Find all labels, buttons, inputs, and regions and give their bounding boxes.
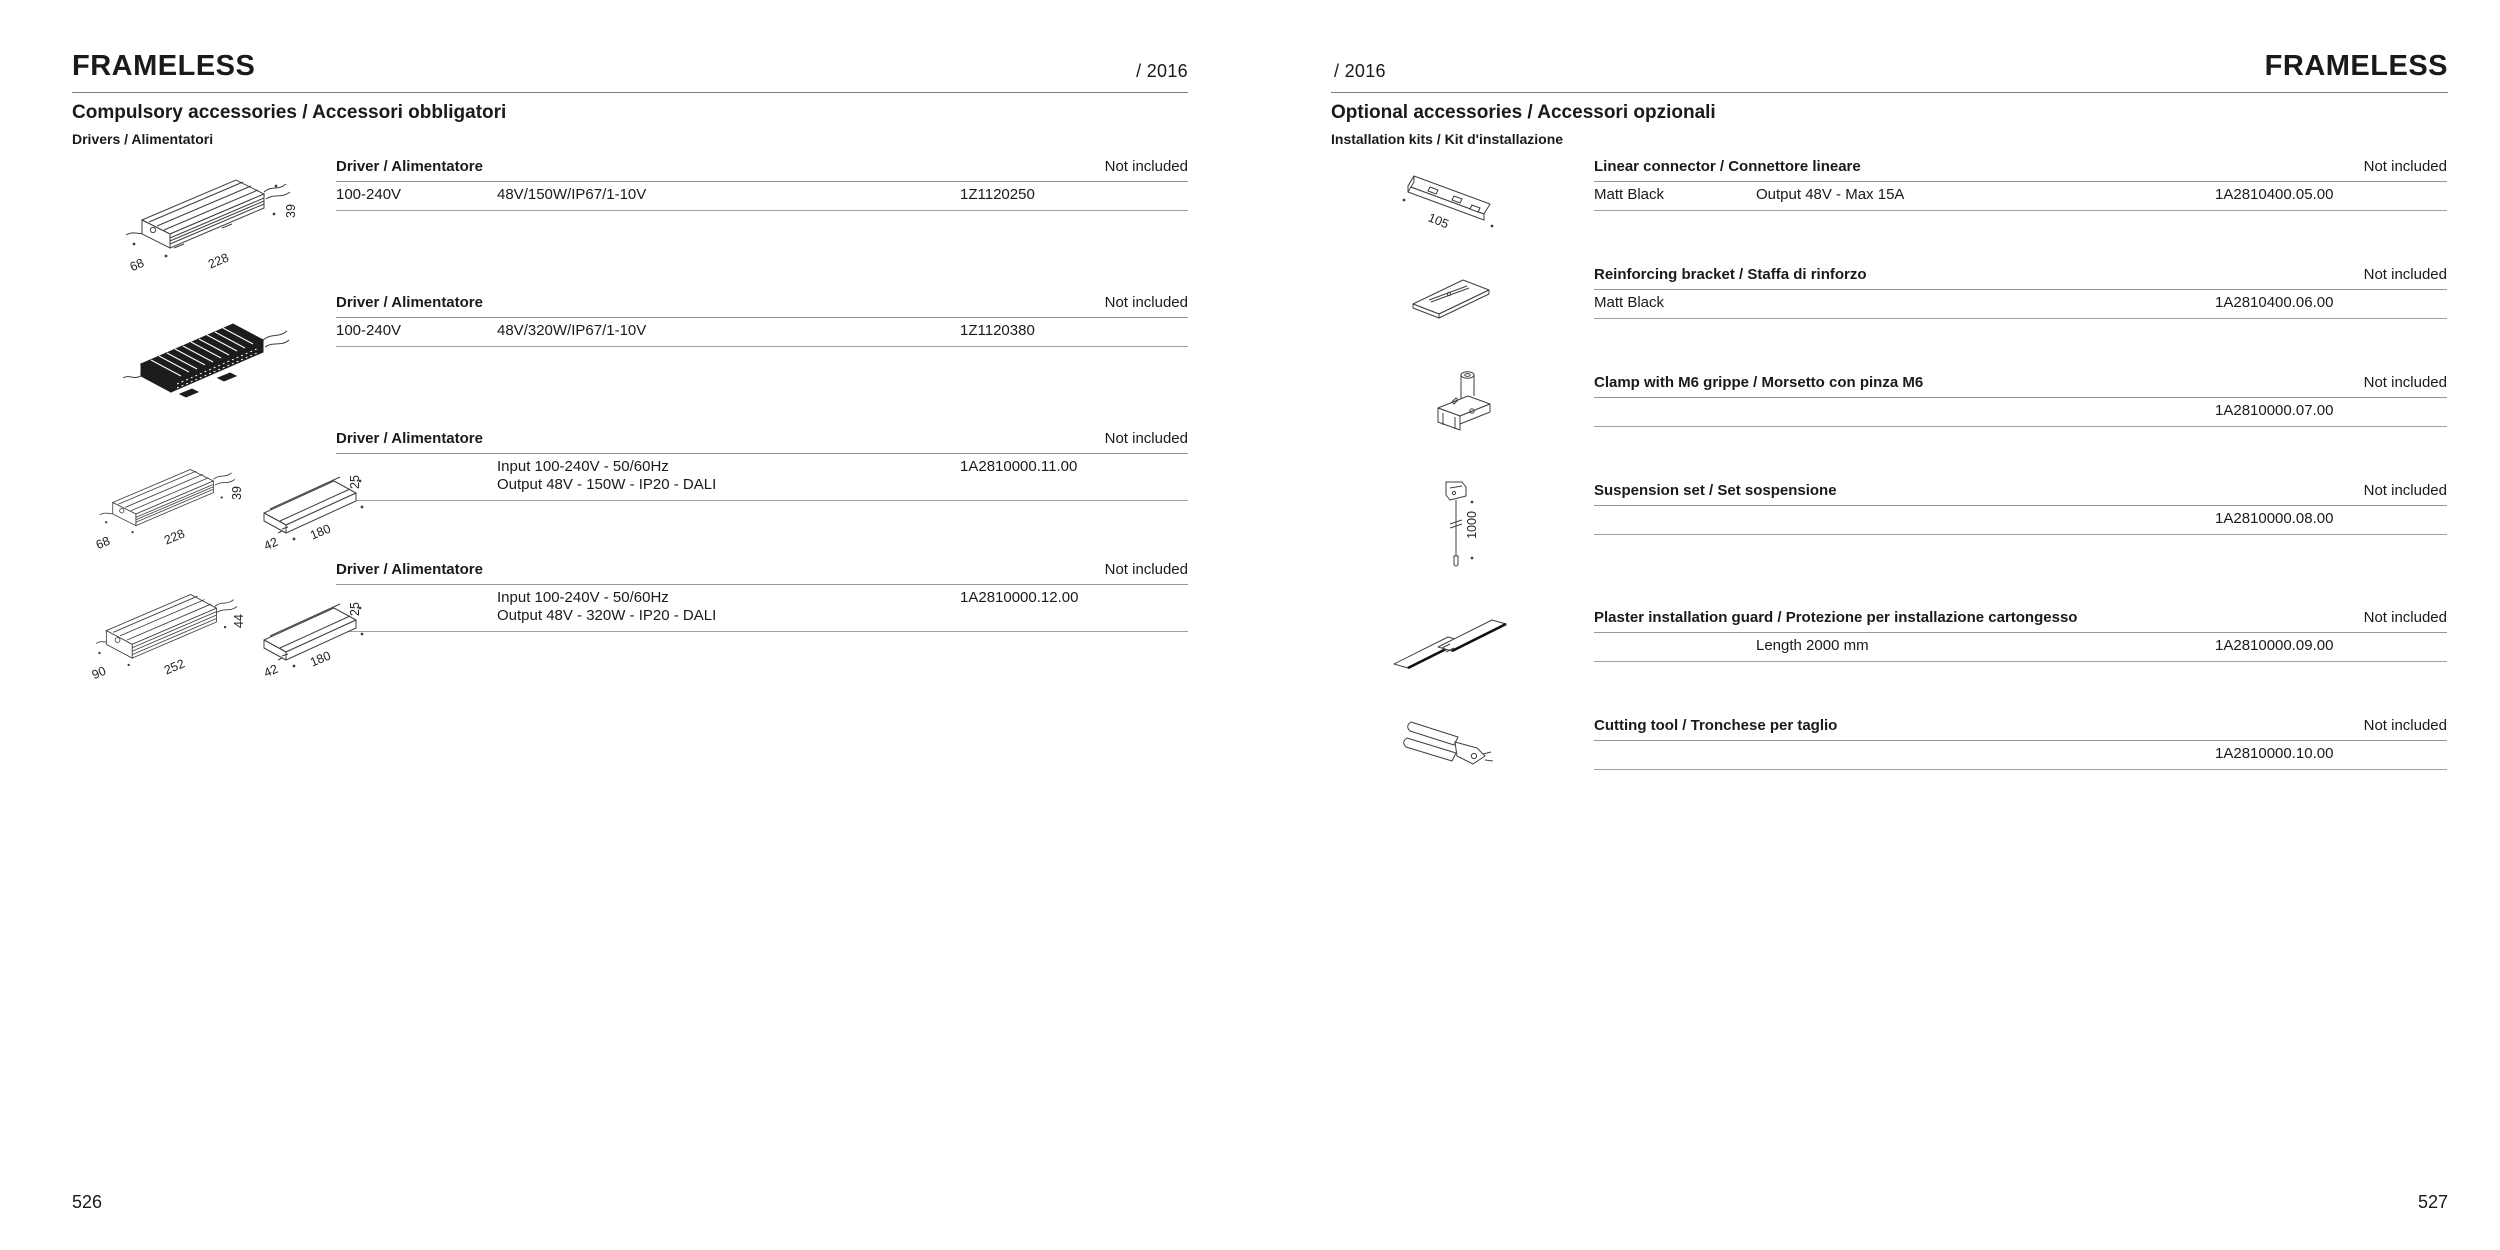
spec-line1: Input 100-240V - 50/60Hz: [497, 458, 669, 475]
row-title: Reinforcing bracket / Staffa di rinforzo: [1594, 266, 1867, 283]
code-cell: 1A2810000.08.00: [2215, 510, 2334, 527]
right-page-brand: FRAMELESS: [2264, 50, 2448, 82]
dim-length: 180: [308, 521, 333, 543]
voltage-cell: 100-240V: [336, 322, 402, 339]
finish-cell: Matt Black: [1594, 294, 1665, 311]
left-section-title: Compulsory accessories / Accessori obbligatori: [72, 102, 507, 123]
driver-unit-illustration: [252, 455, 367, 555]
code-cell: 1A2810400.05.00: [2215, 186, 2334, 203]
row-data: [336, 454, 1188, 501]
left-page-number: 526: [72, 1192, 103, 1212]
accessory-row: [1594, 374, 2447, 427]
dim-length: 180: [308, 648, 333, 670]
code-cell: 1A2810000.07.00: [2215, 402, 2334, 419]
finish-cell: [1594, 402, 1756, 420]
row-header: [336, 294, 1188, 318]
accessory-row: [336, 294, 1188, 347]
dim-width: 42: [261, 661, 281, 681]
row-title: Driver / Alimentatore: [336, 561, 483, 578]
clamp-m6-illustration: [1428, 366, 1498, 441]
right-page-number: 527: [2417, 1192, 2448, 1212]
finish-cell: [1594, 510, 1756, 528]
spec-line2: Output 48V - 150W - IP20 - DALI: [497, 476, 717, 493]
left-page-year: / 2016: [1136, 61, 1188, 81]
right-header-rule: [1331, 92, 2448, 93]
spec-cell: Output 48V - Max 15A: [1756, 186, 1905, 203]
driver-finned-illustration: [118, 300, 308, 415]
row-header: [336, 561, 1188, 585]
code-cell: 1A2810000.11.00: [960, 458, 1078, 475]
availability-label: Not included: [2363, 717, 2447, 734]
row-title: Cutting tool / Tronchese per taglio: [1594, 717, 1838, 734]
dim-width: 68: [127, 255, 147, 275]
code-cell: 1A2810400.06.00: [2215, 294, 2334, 311]
spec-cell: [1756, 510, 2215, 528]
row-header: [336, 430, 1188, 454]
availability-label: Not included: [1104, 561, 1188, 578]
finish-cell: [1594, 745, 1756, 763]
accessory-row: [1594, 482, 2447, 535]
accessory-row: [336, 158, 1188, 211]
finish-cell: Matt Black: [1594, 186, 1665, 203]
code-cell: 1Z1120380: [960, 322, 1035, 339]
row-title: Driver / Alimentatore: [336, 158, 483, 175]
dim-height: 25: [347, 602, 362, 616]
dim-width: 90: [89, 663, 109, 683]
row-header: [1594, 482, 2447, 506]
availability-label: Not included: [2363, 374, 2447, 391]
availability-label: Not included: [1104, 430, 1188, 447]
row-header: [1594, 609, 2447, 633]
availability-label: Not included: [2363, 266, 2447, 283]
accessory-row: [336, 430, 1188, 501]
right-section-title: Optional accessories / Accessori opzionali: [1331, 102, 1716, 123]
spec-line2: Output 48V - 320W - IP20 - DALI: [497, 607, 717, 624]
row-header: [1594, 266, 2447, 290]
driver-ip67-illustration: [84, 572, 256, 684]
dim-height: 25: [347, 475, 362, 489]
row-title: Clamp with M6 grippe / Morsetto con pinza M6: [1594, 374, 1924, 391]
spec-cell: [1756, 294, 2215, 312]
left-section-subtitle: Drivers / Alimentatori: [72, 131, 214, 147]
driver-ip67-illustration: [88, 446, 253, 554]
accessory-row: [1594, 158, 2447, 211]
cutting-tool-illustration: [1403, 712, 1508, 777]
dim-height: 39: [229, 486, 244, 500]
left-page-brand: FRAMELESS: [72, 50, 256, 82]
code-cell: 1A2810000.09.00: [2215, 637, 2334, 654]
row-data: [336, 585, 1188, 632]
dim-length: 105: [1426, 210, 1451, 232]
row-title: Plaster installation guard / Protezione per installazione cartongesso: [1594, 609, 2078, 626]
dim-width: 68: [93, 533, 113, 553]
spec-cell: [497, 589, 960, 625]
availability-label: Not included: [1104, 158, 1188, 175]
row-data: [336, 182, 1188, 211]
availability-label: Not included: [2363, 609, 2447, 626]
spec-cell: [1756, 402, 2215, 420]
accessory-row: [336, 561, 1188, 632]
spec-cell: [497, 458, 960, 494]
row-header: [1594, 158, 2447, 182]
accessory-row: [1594, 266, 2447, 319]
code-cell: 1A2810000.10.00: [2215, 745, 2334, 762]
row-header: [336, 158, 1188, 182]
finish-cell: [1594, 637, 1756, 655]
row-data: [336, 318, 1188, 347]
dim-height: 39: [283, 204, 298, 218]
left-header-rule: [72, 92, 1188, 93]
availability-label: Not included: [1104, 294, 1188, 311]
row-data: [1594, 398, 2447, 427]
plaster-guard-illustration: [1390, 608, 1512, 678]
row-data: [1594, 741, 2447, 770]
availability-label: Not included: [2363, 482, 2447, 499]
spec-cell: Length 2000 mm: [1756, 637, 1869, 654]
dim-width: 42: [261, 534, 281, 554]
driver-unit-illustration: [252, 582, 367, 682]
availability-label: Not included: [2363, 158, 2447, 175]
row-title: Suspension set / Set sospensione: [1594, 482, 1837, 499]
spec-cell: 48V/320W/IP67/1-10V: [497, 322, 647, 339]
reinforcing-bracket-illustration: [1405, 272, 1495, 324]
spec-line1: Input 100-240V - 50/60Hz: [497, 589, 669, 606]
spec-cell: [1756, 745, 2215, 763]
row-data: [1594, 633, 2447, 662]
row-header: [1594, 717, 2447, 741]
row-title: Linear connector / Connettore lineare: [1594, 158, 1861, 175]
dim-height: 44: [231, 614, 246, 628]
right-section-subtitle: Installation kits / Kit d'installazione: [1331, 131, 1564, 147]
dim-length: 252: [162, 656, 187, 678]
driver-ip67-illustration: [112, 158, 312, 276]
row-title: Driver / Alimentatore: [336, 294, 483, 311]
row-data: [1594, 182, 2447, 211]
linear-connector-illustration: [1400, 160, 1515, 245]
row-data: [1594, 290, 2447, 319]
row-header: [1594, 374, 2447, 398]
row-data: [1594, 506, 2447, 535]
right-page-year: / 2016: [1334, 61, 1386, 81]
code-cell: 1Z1120250: [960, 186, 1035, 203]
voltage-cell: 100-240V: [336, 186, 402, 203]
suspension-set-illustration: [1432, 478, 1487, 568]
accessory-row: [1594, 717, 2447, 770]
code-cell: 1A2810000.12.00: [960, 589, 1079, 606]
dim-length: 228: [206, 250, 231, 272]
row-title: Driver / Alimentatore: [336, 430, 483, 447]
spec-cell: 48V/150W/IP67/1-10V: [497, 186, 647, 203]
dim-length: 228: [162, 526, 187, 548]
accessory-row: [1594, 609, 2447, 662]
dim-length: 1000: [1464, 511, 1479, 539]
